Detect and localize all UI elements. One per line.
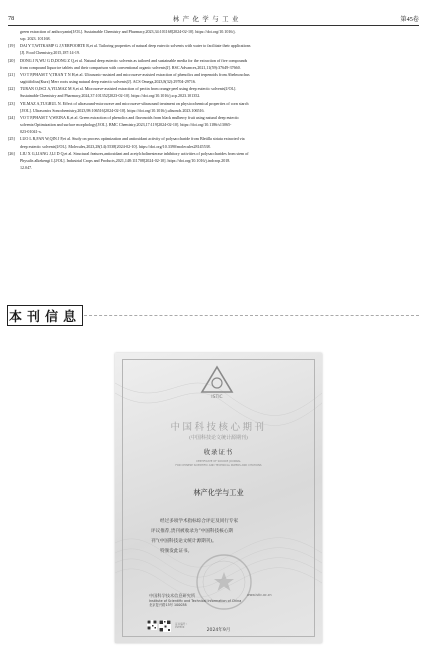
issuer-block xyxy=(149,594,241,608)
reference-line xyxy=(8,143,415,150)
certificate-body-line: 刊”(中国科技论文统计源期刊)。 xyxy=(151,539,217,544)
reference-line xyxy=(8,128,415,135)
reference-text: [J/OL]. Ultrasonics Sonochemistry,2023,98:106516[2024-02-10]. https://doi.org/10.1016/j.ultsonch.2023.106516. xyxy=(20,107,205,113)
reference-line xyxy=(8,35,415,42)
reference-text: 12.047. xyxy=(20,164,33,170)
reference-number: [22] xyxy=(8,86,15,92)
issuer-name-cn: 中国科学技术信息研究所 xyxy=(149,593,196,598)
reference-line xyxy=(8,121,415,128)
reference-number xyxy=(8,121,20,128)
issuer-address: 北京复兴路15号 100038 xyxy=(149,603,187,608)
reference-line xyxy=(8,28,415,35)
reference-text: scp. 2023. 101168. xyxy=(20,36,51,42)
reference-line xyxy=(8,92,415,99)
reference-number: [21] xyxy=(8,71,15,77)
reference-number: [23] xyxy=(8,100,15,106)
reference-text: from compound liquorice tablets and their comparison with conventional organic solvents[J]. RSC Advances,2021,11(59):37649-37660. xyxy=(20,64,241,70)
reference-text: [J]. Food Chemistry,2015,187:14-19. xyxy=(20,50,80,56)
section-title: 本刊信息 xyxy=(7,305,83,326)
reference-line xyxy=(8,100,415,107)
reference-text: YILMAZ A,TUGRUL N. Effect of ultrasound-microwave and microwave-ultrasound treatment on physicochemical properties of corn starch xyxy=(20,100,249,106)
certificate-english-line: FOR CHINESE SCIENTIFIC AND TECHNICAL PAPERS AND CITATIONS xyxy=(175,464,262,467)
running-header xyxy=(8,13,419,23)
reference-line xyxy=(8,150,415,157)
page-number: 78 xyxy=(8,14,15,22)
reference-text: LIU X G,LIANG J,LI D Q,et al. Structural features,antioxidant and acetylcholinesterase inhibitory activities of polysaccharides from stem of xyxy=(20,150,249,156)
certificate-image xyxy=(115,353,322,643)
reference-number: [19] xyxy=(8,43,15,49)
certificate-english-line: CERTIFICATE OF SOURCE JOURNAL xyxy=(196,460,241,463)
reference-text: TURAN O,ISCI A,YILMAZ M S,et al. Microwave-assisted extraction of pectin from orange peel using deep eutectic solvents[J/OL]. xyxy=(20,86,237,92)
reference-number: [26] xyxy=(8,150,15,156)
reference-text: deep eutectic solvents[J/OL]. Molecules,2023,28(14):5538[2024-02-10]. https://doi.org/10.3390/molecules28145538. xyxy=(20,143,211,149)
certificate-subtitle: (中国科技论文统计源期刊) xyxy=(189,435,248,441)
istic-logo-text: ISTIC xyxy=(211,395,223,399)
header-rule xyxy=(8,25,419,26)
journal-name: 林产化学与工业 xyxy=(172,15,242,23)
reference-number: [25] xyxy=(8,136,15,142)
reference-line xyxy=(8,71,415,78)
reference-number xyxy=(8,128,20,135)
reference-text: solvents:Optimization and surface morphology[J/OL]. BMC Chemistry,2023,17:119[2024-02-10]. https://doi.org/10.1186/s13065- xyxy=(20,122,232,128)
reference-number xyxy=(8,78,20,85)
reference-text: LUO L R,FAN W,QIN J P,et al. Study on process optimization and antioxidant activity of polysaccharide from Bletilla striata extracted via xyxy=(20,136,245,142)
reference-number: [20] xyxy=(8,57,15,63)
reference-line xyxy=(8,114,415,121)
reference-line xyxy=(8,107,415,114)
certificate-code-line: CSTPCD xyxy=(175,626,185,630)
reference-line xyxy=(8,135,415,142)
reference-text: DONG J N,WU G D,DONG Z Q,et al. Natural deep eutectic solvents as tailored and sustainable media for the extraction of five compounds xyxy=(20,57,248,63)
certificate-body-line: 评议推荐,贵刊被收录为“中国科技核心期 xyxy=(151,529,233,534)
certificate-code-line: 证书编号: xyxy=(175,623,187,626)
reference-number xyxy=(8,107,20,114)
certificate-title: 中国科技核心期刊 xyxy=(170,422,267,433)
certificate-body-line: 特颁发此证书。 xyxy=(160,549,193,554)
reference-number xyxy=(8,143,20,150)
section-heading xyxy=(7,304,83,326)
reference-text: Sustainable Chemistry and Pharmacy,2024,37:101352[2023-02-10]. https://doi.org/10.1016/j.scp.2023.101352. xyxy=(20,93,201,99)
reference-text: VO T P,PHAM T V,TRAN T N H,et al. Ultrasonic-assisted and microwave-assisted extraction of phenolics and terpenoids from Abelmoschus xyxy=(20,71,250,77)
reference-number xyxy=(8,164,20,171)
reference-line xyxy=(8,49,415,56)
certificate-body xyxy=(151,517,290,557)
reference-line xyxy=(8,42,415,49)
reference-number xyxy=(8,35,20,42)
section-divider xyxy=(84,315,419,316)
reference-line xyxy=(8,64,415,71)
reference-line xyxy=(8,157,415,164)
reference-number: [24] xyxy=(8,114,15,120)
reference-text: 023-01041-x. xyxy=(20,129,42,135)
reference-line xyxy=(8,164,415,171)
reference-list xyxy=(8,28,415,171)
certificate-name: 收录证书 xyxy=(203,448,234,456)
certified-journal-name: 林产化学与工业 xyxy=(193,488,244,497)
reference-text: Physalis alkekengi L[J/OL]. Industrial Crops and Products,2021,148:111708[2024-02-10]. https://doi.org/10.1016/j.indcrop.2018. xyxy=(20,157,231,163)
certificate-body-line: 经过多项学术指标综合评定及同行专家 xyxy=(160,519,239,524)
issuer-website: www.istic.ac.cn xyxy=(247,593,272,597)
volume-label: 第45卷 xyxy=(400,15,419,23)
reference-text: DAI Y T,WITKAMP G J,VERPOORTE R,et al. Tailoring properties of natural deep eutectic solvents with water to facilitate their applications xyxy=(20,43,251,49)
reference-line xyxy=(8,57,415,64)
reference-line xyxy=(8,78,415,85)
reference-number xyxy=(8,49,20,56)
reference-number xyxy=(8,64,20,71)
reference-number xyxy=(8,92,20,99)
reference-text: VO T P,PHAM T V,WEINA K,et al. Green extraction of phenolics and flavonoids from black mulberry fruit using natural deep eutectic xyxy=(20,114,240,120)
certificate-date: 2024年9月 xyxy=(206,628,231,633)
certificate-english-title xyxy=(135,460,302,468)
reference-number xyxy=(8,28,20,35)
istic-logo-icon xyxy=(199,365,235,399)
reference-number xyxy=(8,157,20,164)
issuer-name-en: Institute of Scientific and Technical Information of China xyxy=(149,598,242,603)
reference-line xyxy=(8,85,415,92)
reference-text: sagittifolius(Kurz) Merr roots using natural deep eutectic solvents[J]. ACS Omega,2023,8(32):29704-29716. xyxy=(20,79,196,85)
reference-text: green extraction of anthocyanin[J/OL]. Sustainable Chemistry and Pharmacy,2023,34:101168[2024-02-10]. https://doi.org/10.1016/j. xyxy=(20,29,236,34)
